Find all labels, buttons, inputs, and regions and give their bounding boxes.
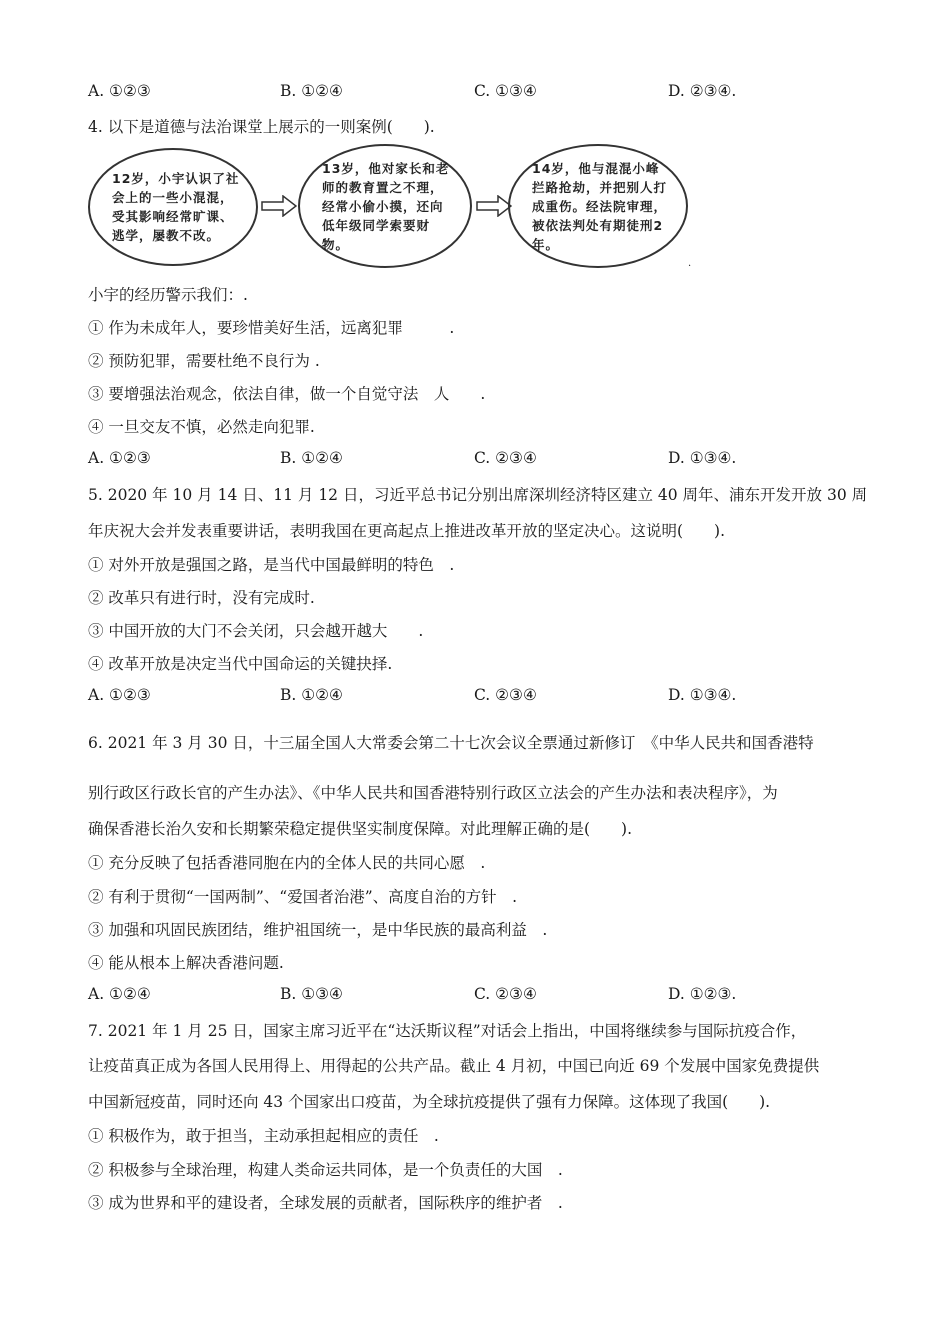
- case-bubble-age-13: [298, 144, 472, 268]
- q6-stem-line-2: 别行政区行政长官的产生办法》、《中华人民共和国香港特别行政区立法会的产生办法和表决程序》，为: [88, 784, 778, 802]
- option-b: B. ①②④: [280, 449, 343, 467]
- q7-stem-line-1: 7. 2021 年 1 月 25 日，国家主席习近平在“达沃斯议程”对话会上指出，中国将继续参与国际抗疫合作，: [88, 1022, 807, 1040]
- case-bubble-age-12: [88, 148, 258, 266]
- q4-item-3: ③ 要增强法治观念，依法自律，做一个自觉守法 人 .: [88, 385, 486, 403]
- option-a: A. ①②④: [88, 985, 151, 1003]
- option-a: A. ①②③: [88, 686, 151, 704]
- q6-item-2: ② 有利于贯彻“一国两制”、“爱国者治港”、高度自治的方针 .: [88, 888, 518, 906]
- q6-stem-line-3: 确保香港长治久安和长期繁荣稳定提供坚实制度保障。对此理解正确的是( ).: [88, 820, 633, 838]
- q4-item-1: ① 作为未成年人，要珍惜美好生活，远离犯罪 .: [88, 319, 455, 337]
- q4-stem: 4. 以下是道德与法治课堂上展示的一则案例( ).: [88, 118, 435, 136]
- option-c: C. ②③④: [474, 985, 537, 1003]
- q7-item-3: ③ 成为世界和平的建设者，全球发展的贡献者，国际秩序的维护者 .: [88, 1194, 563, 1212]
- right-arrow-icon: [261, 195, 297, 217]
- q5-item-3: ③ 中国开放的大门不会关闭，只会越开越大 .: [88, 622, 424, 640]
- q7-item-1: ① 积极作为，敢于担当，主动承担起相应的责任 .: [88, 1127, 439, 1145]
- q5-stem-line-2: 年庆祝大会并发表重要讲话，表明我国在更高起点上推进改革开放的坚定决心。这说明( ).: [88, 522, 726, 540]
- option-c: C. ②③④: [474, 686, 537, 704]
- option-d: D. ①③④.: [668, 449, 737, 467]
- option-b: B. ①②④: [280, 686, 343, 704]
- bubble-text: 13岁，他对家长和老师的教育置之不理，经常小偷小摸，还向低年级同学索要财物。: [322, 160, 450, 252]
- option-a: A. ①②③: [88, 82, 151, 100]
- q5-stem-line-1: 5. 2020 年 10 月 14 日、11 月 12 日，习近平总书记分别出席深圳经济特区建立 40 周年、浦东开发开放 30 周: [88, 486, 868, 504]
- q4-item-4: ④ 一旦交友不慎，必然走向犯罪.: [88, 418, 315, 436]
- case-flow-diagram: [88, 148, 698, 268]
- q5-item-4: ④ 改革开放是决定当代中国命运的关键抉择.: [88, 655, 393, 673]
- q6-item-1: ① 充分反映了包括香港同胞在内的全体人民的共同心愿 .: [88, 854, 486, 872]
- right-arrow-icon: [476, 195, 512, 217]
- q7-stem-line-3: 中国新冠疫苗，同时还向 43 个国家出口疫苗，为全球抗疫提供了强有力保障。这体现了我国( ).: [88, 1093, 771, 1111]
- option-c: C. ②③④: [474, 449, 537, 467]
- q5-item-1: ① 对外开放是强国之路，是当代中国最鲜明的特色 .: [88, 556, 455, 574]
- q5-item-2: ② 改革只有进行时，没有完成时.: [88, 589, 315, 607]
- q6-stem-line-1: 6. 2021 年 3 月 30 日，十三届全国人大常委会第二十七次会议全票通过新修订 《中华人民共和国香港特: [88, 734, 814, 752]
- q7-stem-line-2: 让疫苗真正成为各国人民用得上、用得起的公共产品。截止 4 月初，中国已向近 69 个发展中国家免费提供: [88, 1057, 820, 1075]
- option-a: A. ①②③: [88, 449, 151, 467]
- option-c: C. ①③④: [474, 82, 537, 100]
- case-bubble-age-14: [508, 144, 688, 268]
- bubble-text: 12岁，小宇认识了社会上的一些小混混，受其影响经常旷课、逃学，屡教不改。: [112, 171, 240, 243]
- dot-mark: .: [688, 258, 692, 269]
- bubble-text: 14岁，他与混混小峰拦路抢劫，并把别人打成重伤。经法院审理，被依法判处有期徒刑2年。: [532, 160, 668, 252]
- option-d: D. ①③④.: [668, 686, 737, 704]
- option-b: B. ①②④: [280, 82, 343, 100]
- q7-item-2: ② 积极参与全球治理，构建人类命运共同体，是一个负责任的大国 .: [88, 1161, 563, 1179]
- option-d: D. ①②③.: [668, 985, 737, 1003]
- q4-item-2: ② 预防犯罪，需要杜绝不良行为 .: [88, 352, 320, 370]
- q4-lead: 小宇的经历警示我们：.: [88, 286, 248, 304]
- q6-item-4: ④ 能从根本上解决香港问题.: [88, 954, 284, 972]
- option-b: B. ①③④: [280, 985, 343, 1003]
- q6-item-3: ③ 加强和巩固民族团结，维护祖国统一，是中华民族的最高利益 .: [88, 921, 548, 939]
- option-d: D. ②③④.: [668, 82, 737, 100]
